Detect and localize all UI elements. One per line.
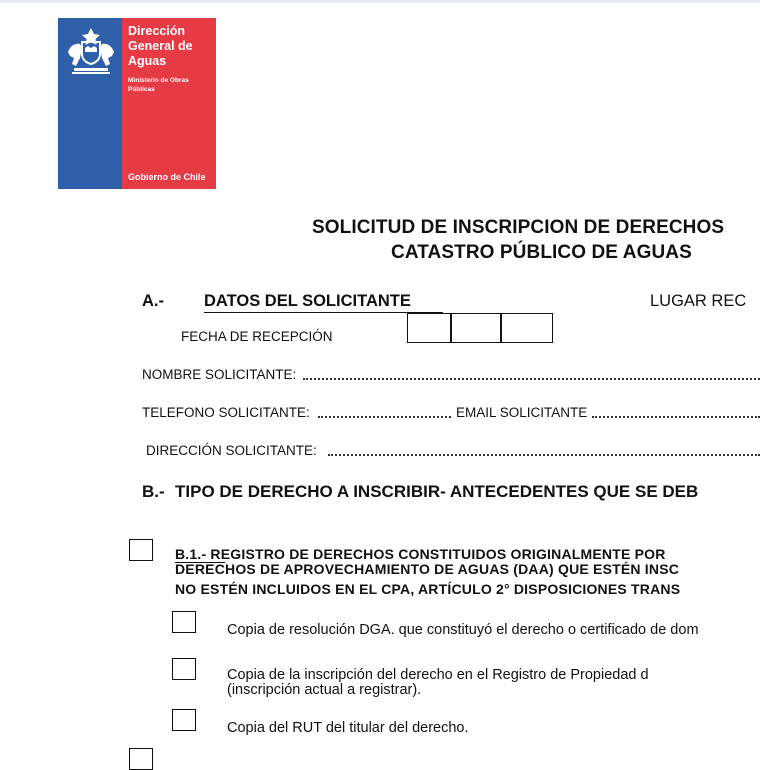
section-b-title: TIPO DE DERECHO A INSCRIBIR- ANTECEDENTES QUE SE DEB (175, 482, 699, 501)
b1-underline (175, 562, 225, 563)
logo-org-name: Dirección General de Aguas (128, 24, 193, 68)
nombre-solicitante-label: NOMBRE SOLICITANTE: (142, 367, 297, 382)
fecha-day-box[interactable] (407, 313, 452, 343)
next-section-checkbox[interactable] (129, 748, 153, 770)
chile-coat-of-arms-icon (64, 24, 118, 76)
direccion-solicitante-label: DIRECCIÓN SOLICITANTE: (146, 443, 317, 458)
logo-ministry: Ministerio de Obras Públicas (128, 77, 189, 93)
dga-logo (58, 18, 216, 189)
b1-heading-line3: NO ESTÉN INCLUIDOS EN EL CPA, ARTÍCULO 2° DISPOSICIONES TRANS (175, 581, 681, 597)
item-1-text: Copia de resolución DGA. que constituyó el derecho o certificado de dom (227, 622, 699, 638)
fecha-recepcion-label: FECHA DE RECEPCIÓN (181, 329, 333, 344)
item-2-checkbox[interactable] (172, 658, 196, 680)
b1-heading-line1: B.1.- REGISTRO DE DERECHOS CONSTITUIDOS ORIGINALMENTE POR (175, 546, 666, 562)
section-a-letter: A.- (142, 292, 164, 310)
item-2-text-line1: Copia de la inscripción del derecho en el Registro de Propiedad d (227, 667, 649, 683)
item-3-text: Copia del RUT del titular del derecho. (227, 720, 469, 736)
b1-heading-line2: DERECHOS DE APROVECHAMIENTO DE AGUAS (DAA) QUE ESTÉN INSC (175, 561, 680, 577)
item-3-checkbox[interactable] (172, 709, 196, 731)
logo-government: Gobierno de Chile (128, 172, 206, 182)
fecha-year-box[interactable] (500, 313, 553, 343)
nombre-solicitante-field[interactable] (303, 378, 760, 380)
form-title-line2: CATASTRO PÚBLICO DE AGUAS (391, 242, 692, 263)
item-1-checkbox[interactable] (172, 611, 196, 633)
email-solicitante-field[interactable] (592, 416, 760, 418)
form-title-line1: SOLICITUD DE INSCRIPCION DE DERECHOS (312, 217, 725, 238)
lugar-recepcion-label: LUGAR REC (650, 292, 747, 310)
telefono-solicitante-label: TELEFONO SOLICITANTE: (142, 405, 310, 420)
fecha-month-box[interactable] (450, 313, 502, 343)
telefono-solicitante-field[interactable] (318, 416, 451, 418)
section-b-letter: B.- (142, 482, 165, 501)
item-2-text-line2: (inscripción actual a registrar). (227, 682, 422, 698)
section-a-title: DATOS DEL SOLICITANTE (204, 292, 411, 310)
b1-checkbox[interactable] (129, 539, 153, 561)
top-edge-line (0, 0, 760, 3)
direccion-solicitante-field[interactable] (328, 454, 760, 456)
email-solicitante-label: EMAIL SOLICITANTE (456, 405, 588, 420)
